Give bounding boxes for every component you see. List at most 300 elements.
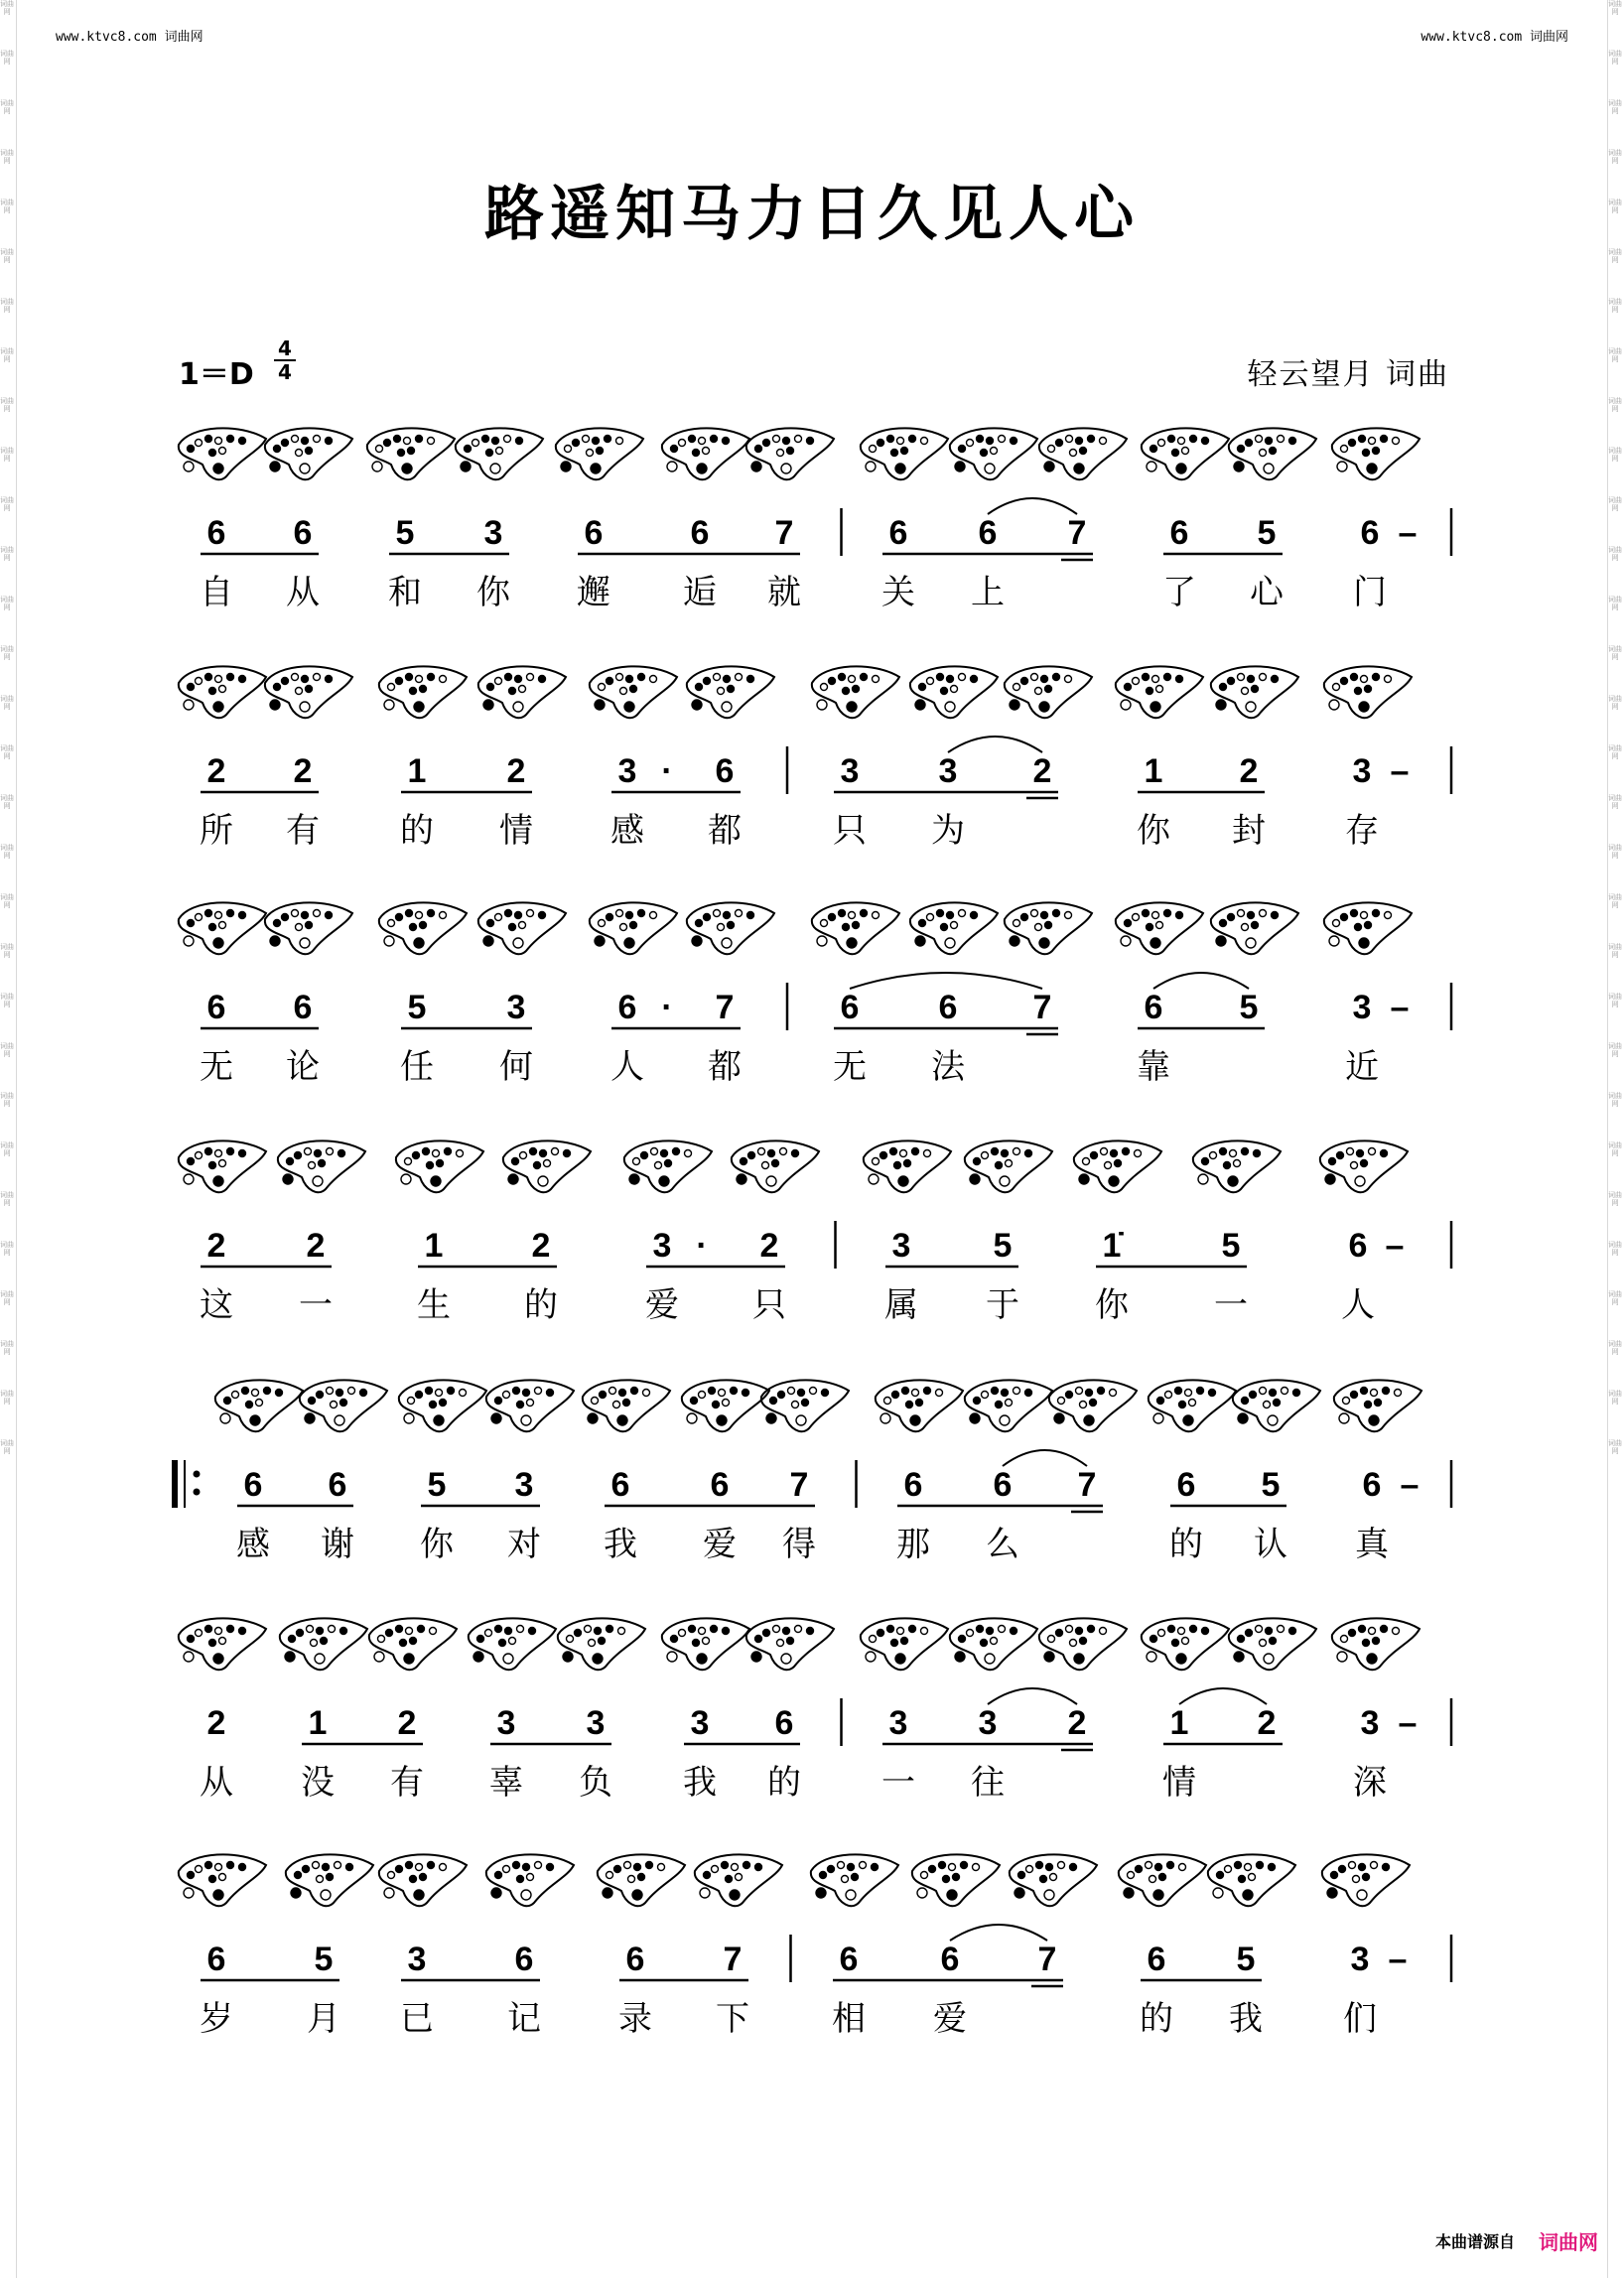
ocarina-hole [396, 914, 403, 921]
ocarina-hole [483, 936, 493, 946]
ocarina-hole [751, 1652, 761, 1662]
ocarina-hole [744, 1862, 750, 1869]
ocarina-hole [292, 436, 299, 443]
ocarina-hole [1270, 1638, 1277, 1645]
ocarina-hole [974, 1398, 981, 1405]
ocarina-hole [1150, 938, 1160, 948]
ocarina-hole [487, 684, 494, 691]
ocarina-hole [599, 684, 606, 691]
ocarina-hole [416, 436, 423, 443]
ocarina-hole [376, 446, 383, 453]
ocarina-hole [609, 1388, 616, 1395]
ocarina-hole [215, 676, 222, 683]
repeat-dot [194, 1471, 201, 1478]
side-watermark-text: 词曲网 [1608, 397, 1622, 413]
ocarina-hole [1036, 1862, 1043, 1869]
note-number: 5 [1257, 514, 1277, 552]
ocarina-hole [1246, 1630, 1253, 1637]
ocarina-hole [1351, 1392, 1358, 1399]
ocarina-hole [781, 1654, 791, 1664]
note-number: 6 [206, 514, 226, 552]
lyric-char: 上 [971, 573, 1005, 612]
ocarina-hole [709, 1388, 716, 1395]
ocarina-hole [629, 1174, 639, 1184]
side-watermark-text: 词曲网 [0, 744, 14, 760]
ocarina-hole [650, 676, 657, 683]
ocarina-hole [440, 676, 447, 683]
lyric-char: 逅 [683, 573, 717, 612]
side-watermark-text: 词曲网 [1608, 744, 1622, 760]
ocarina-hole [619, 1390, 626, 1397]
ocarina-hole [921, 1872, 928, 1879]
ocarina-hole [521, 1890, 531, 1900]
ocarina-hole [906, 1402, 913, 1408]
ocarina-hole [440, 1864, 447, 1871]
ocarina-hole [474, 1652, 483, 1662]
ocarina-hole [1289, 438, 1296, 445]
ocarina-hole [985, 1654, 995, 1664]
ocarina-hole [927, 678, 934, 685]
lyric-char: 有 [286, 811, 320, 851]
note-number: 6 [903, 1466, 923, 1504]
ocarina-hole [766, 1413, 776, 1423]
lyric-char: 录 [618, 1999, 652, 2039]
ocarina-hole [646, 1862, 653, 1869]
lyric-char: 的 [767, 1763, 801, 1803]
ocarina-hole [900, 1150, 907, 1157]
dot-mark: · [696, 1227, 708, 1265]
ocarina-hole [1080, 1638, 1087, 1645]
ocarina-hole [1225, 1866, 1232, 1873]
ocarina-hole [1367, 1654, 1377, 1664]
ocarina-hole [205, 1626, 212, 1633]
ocarina-hole [1242, 924, 1249, 931]
ocarina-hole [227, 1862, 234, 1869]
ocarina-hole [1252, 686, 1259, 693]
ocarina-hole [1076, 1388, 1083, 1395]
note-number: 2 [506, 752, 526, 790]
ocarina-hole [416, 1392, 423, 1399]
lyric-char: 论 [286, 1047, 320, 1087]
ocarina-hole [264, 1388, 271, 1395]
ocarina-hole [1176, 1654, 1186, 1664]
side-watermark-text: 词曲网 [0, 794, 14, 810]
ocarina-hole [317, 1392, 324, 1399]
ocarina-hole [595, 1628, 602, 1635]
lyric-char: 的 [1169, 1525, 1203, 1564]
ocarina-hole [1249, 1874, 1256, 1881]
ocarina-hole [711, 1626, 718, 1633]
ocarina-hole [1355, 688, 1362, 695]
ocarina-hole [418, 1626, 425, 1633]
ocarina-hole [591, 464, 601, 473]
ocarina-hole [768, 1150, 775, 1157]
ocarina-hole [909, 1626, 916, 1633]
ocarina-hole [340, 1628, 347, 1635]
slur-tie [948, 737, 1042, 752]
lyric-char: 爱 [933, 1999, 967, 2039]
ocarina-hole [887, 1626, 894, 1633]
lyric-char: 月 [307, 1999, 340, 2039]
note-number: 5 [1261, 1466, 1281, 1504]
note-number: 6 [617, 989, 637, 1026]
side-watermark-text: 词曲网 [0, 99, 14, 115]
ocarina-hole [433, 1150, 440, 1157]
ocarina-hole [1381, 436, 1388, 443]
score-line [179, 428, 1451, 612]
ocarina-hole [1156, 922, 1163, 929]
ocarina-hole [388, 684, 395, 691]
ocarina-hole [1260, 1388, 1267, 1395]
ocarina-hole [880, 1413, 890, 1423]
ocarina-hole [213, 1654, 223, 1664]
ocarina-hole [762, 1162, 769, 1169]
ocarina-hole [1011, 438, 1017, 445]
ocarina-hole [213, 938, 223, 948]
ocarina-hole [828, 1866, 835, 1873]
ocarina-hole [1359, 1864, 1366, 1871]
lyric-char: 么 [986, 1525, 1019, 1564]
note-number: 7 [1032, 989, 1052, 1026]
ocarina-hole [1381, 1626, 1388, 1633]
note-number: 1 [1169, 1704, 1189, 1742]
ocarina-hole [726, 1876, 733, 1883]
note-number: 6 [1147, 1941, 1166, 1978]
ocarina-hole [904, 1160, 911, 1167]
ocarina-hole [414, 702, 424, 712]
ocarina-hole [1331, 1872, 1338, 1879]
slur-tie [988, 498, 1077, 514]
ocarina-hole [1002, 1390, 1009, 1397]
ocarina-hole [321, 1638, 328, 1645]
note-number: 5 [1236, 1941, 1256, 1978]
lyric-char: 都 [708, 811, 742, 851]
ocarina-hole [1359, 436, 1366, 443]
score-line [179, 1854, 1451, 2039]
ocarina-hole [1209, 1390, 1216, 1397]
note-number: 6 [328, 1466, 347, 1504]
ocarina-hole [1272, 912, 1279, 919]
ocarina-hole [898, 1176, 908, 1186]
ocarina-hole [1369, 1148, 1376, 1155]
note-number: 2 [293, 752, 313, 790]
ocarina-hole [1050, 1874, 1057, 1881]
ocarina-hole [585, 1626, 592, 1633]
ocarina-hole [880, 1152, 887, 1159]
note-number: 3 [514, 1466, 534, 1504]
ocarina-hole [296, 450, 303, 457]
ocarina-hole [1182, 1638, 1189, 1645]
note-number: 7 [789, 1466, 809, 1504]
ocarina-hole [329, 1626, 336, 1633]
ocarina-hole [679, 440, 686, 447]
ocarina-hole [592, 1398, 599, 1405]
side-watermark-text: 词曲网 [1608, 50, 1622, 66]
ocarina-hole [315, 1654, 325, 1664]
ocarina-hole [496, 448, 503, 455]
ocarina-hole [1015, 1888, 1024, 1898]
ocarina-hole [1359, 1626, 1366, 1633]
ocarina-hole [1143, 910, 1150, 917]
ocarina-hole [1025, 1390, 1032, 1397]
side-watermark-text: 词曲网 [1608, 695, 1622, 711]
ocarina-hole [519, 922, 526, 929]
ocarina-hole [1383, 1388, 1390, 1395]
ocarina-hole [1164, 674, 1171, 681]
slur-tie [988, 1688, 1077, 1704]
ocarina-hole [295, 1152, 302, 1159]
ocarina-hole [817, 700, 827, 710]
side-watermark-text: 词曲网 [0, 248, 14, 264]
ocarina-hole [665, 1160, 672, 1167]
ocarina-hole [1234, 1652, 1244, 1662]
ocarina-hole [565, 446, 572, 453]
ocarina-hole [1248, 912, 1255, 919]
ocarina-hole [410, 1876, 417, 1883]
ocarina-hole [1150, 702, 1160, 712]
ocarina-hole [564, 1150, 571, 1157]
ocarina-hole [291, 1888, 301, 1898]
ocarina-hole [1147, 1652, 1156, 1662]
ocarina-hole [274, 920, 281, 927]
ocarina-hole [1242, 1398, 1249, 1405]
ocarina-hole [1238, 674, 1245, 681]
ocarina-hole [605, 436, 611, 443]
ocarina-hole [866, 1652, 876, 1662]
ocarina-hole [1048, 446, 1055, 453]
ocarina-hole [603, 1888, 612, 1898]
ocarina-hole [1349, 1862, 1356, 1869]
ocarina-hole [196, 1866, 203, 1873]
side-watermark-text: 词曲网 [0, 1141, 14, 1157]
side-watermark-text: 词曲网 [1608, 1290, 1622, 1306]
ocarina-hole [1074, 1654, 1084, 1664]
ocarina-hole [384, 1888, 394, 1898]
ocarina-hole [795, 436, 802, 443]
ocarina-hole [1172, 1640, 1179, 1647]
ocarina-hole [687, 1413, 697, 1423]
ocarina-hole [873, 1158, 880, 1165]
ocarina-hole [1115, 1160, 1122, 1167]
ocarina-hole [1373, 1638, 1380, 1645]
ocarina-hole [205, 674, 212, 681]
ocarina-hole [658, 1864, 665, 1871]
ocarina-hole [404, 1413, 414, 1423]
ocarina-hole [699, 1628, 706, 1635]
ocarina-hole [1268, 1415, 1278, 1425]
ocarina-hole [792, 1150, 799, 1157]
ocarina-hole [593, 1654, 603, 1664]
ocarina-hole [773, 1626, 780, 1633]
side-watermark-text: 词曲网 [0, 397, 14, 413]
ocarina-hole [1269, 1864, 1276, 1871]
note-number: 3 [1350, 1941, 1370, 1978]
ocarina-hole [1189, 1400, 1196, 1407]
ocarina-hole [1260, 1640, 1267, 1647]
ocarina-hole [305, 1148, 312, 1155]
dot-mark: · [661, 752, 673, 790]
ocarina-hole [667, 1652, 677, 1662]
ocarina-hole [915, 936, 925, 946]
ocarina-hole [843, 924, 850, 931]
ocarina-hole [807, 438, 814, 445]
note-number: 7 [1077, 1466, 1097, 1504]
ocarina-hole [839, 674, 846, 681]
ocarina-hole [616, 910, 623, 917]
ocarina-hole [616, 674, 623, 681]
ocarina-hole [517, 1626, 524, 1633]
ocarina-hole [1045, 686, 1052, 693]
side-watermark-text: 词曲网 [0, 596, 14, 611]
lyric-char: 情 [1162, 1763, 1196, 1803]
ocarina-hole [1339, 1413, 1349, 1423]
ocarina-hole [1369, 1628, 1376, 1635]
ocarina-hole [388, 1872, 395, 1879]
ocarina-hole [1238, 1636, 1245, 1643]
ocarina-hole [951, 686, 958, 693]
lyric-char: 和 [388, 573, 422, 612]
ocarina-hole [209, 1640, 216, 1647]
ocarina-hole [1239, 1876, 1246, 1883]
ocarina-hole [406, 674, 413, 681]
ocarina-hole [829, 914, 836, 921]
ocarina-hole [723, 1400, 730, 1407]
side-watermark-text: 词曲网 [1608, 1141, 1622, 1157]
side-watermark-text: 词曲网 [1608, 1092, 1622, 1108]
ocarina-hole [394, 436, 401, 443]
ocarina-hole [607, 678, 613, 685]
ocarina-hole [523, 1390, 530, 1397]
ocarina-hole [953, 1874, 960, 1881]
ocarina-hole [778, 1392, 785, 1399]
ocarina-hole [1260, 674, 1267, 681]
ocarina-hole [1021, 678, 1028, 685]
ocarina-hole [977, 1626, 984, 1633]
ocarina-hole [1136, 1866, 1143, 1873]
ocarina-hole [924, 1388, 931, 1395]
ocarina-hole [539, 676, 546, 683]
ocarina-hole [838, 1862, 845, 1869]
ocarina-hole [795, 1626, 802, 1633]
ocarina-hole [1076, 1628, 1083, 1635]
ocarina-hole [1066, 1626, 1073, 1633]
ocarina-hole [887, 436, 894, 443]
ocarina-hole [810, 1388, 817, 1395]
score-line [179, 1140, 1451, 1325]
lyric-char: 一 [881, 1763, 915, 1803]
ocarina-hole [1079, 1174, 1089, 1184]
ocarina-hole [1213, 1888, 1223, 1898]
note-number: 2 [531, 1227, 551, 1265]
ocarina-hole [878, 440, 884, 447]
ocarina-hole [296, 924, 303, 931]
lyric-char: 无 [200, 1047, 233, 1087]
ocarina-hole [1341, 678, 1348, 685]
ocarina-hole [402, 464, 412, 473]
ocarina-hole [970, 1174, 980, 1184]
ocarina-hole [597, 448, 604, 455]
sustain-dash: – [1385, 1227, 1405, 1265]
ocarina-hole [1351, 1162, 1358, 1169]
ocarina-hole [213, 702, 223, 712]
ocarina-hole [1165, 1392, 1172, 1399]
ocarina-hole [632, 1890, 642, 1900]
time-signature-denominator: 4 [278, 360, 292, 384]
ocarina-hole [691, 1398, 698, 1405]
ocarina-hole [242, 1388, 249, 1395]
ocarina-hole [1054, 1413, 1064, 1423]
ocarina-hole [614, 1866, 621, 1873]
slur-tie [1003, 1450, 1087, 1466]
note-number: 2 [306, 1227, 326, 1265]
ocarina-hole [780, 1148, 787, 1155]
ocarina-hole [947, 912, 954, 919]
ocarina-hole [722, 702, 732, 712]
lyric-char: 爱 [645, 1285, 679, 1325]
ocarina-hole [1172, 450, 1179, 457]
ocarina-hole [1361, 912, 1368, 919]
ocarina-hole [256, 1400, 263, 1407]
ocarina-hole [1228, 1176, 1238, 1186]
ocarina-hole [999, 1626, 1006, 1633]
ocarina-hole [829, 678, 836, 685]
note-number: 6 [710, 1466, 730, 1504]
ocarina-hole [919, 920, 926, 927]
note-number: 6 [938, 989, 958, 1026]
ocarina-hole [890, 1148, 897, 1155]
ocarina-hole [1002, 1150, 1009, 1157]
ocarina-hole [1238, 910, 1245, 917]
ocarina-hole [897, 438, 904, 445]
ocarina-hole [1076, 438, 1083, 445]
ocarina-hole [891, 1640, 898, 1647]
ocarina-hole [326, 912, 333, 919]
side-watermark-text: 词曲网 [1608, 1439, 1622, 1455]
ocarina-hole [1220, 684, 1227, 691]
note-number: 6 [293, 514, 313, 552]
ocarina-hole [941, 688, 948, 695]
sustain-dash: – [1398, 514, 1418, 552]
lyric-char: 得 [782, 1525, 816, 1564]
ocarina-hole [996, 1162, 1003, 1169]
ocarina-hole [396, 1626, 403, 1633]
ocarina-hole [999, 436, 1006, 443]
ocarina-hole [239, 1864, 246, 1871]
note-number: 3 [1352, 752, 1372, 790]
ocarina-hole [1155, 1864, 1162, 1871]
ocarina-hole [1289, 1628, 1296, 1635]
note-number: 5 [1239, 989, 1259, 1026]
ocarina-hole [1371, 1862, 1378, 1869]
ocarina-hole [215, 912, 222, 919]
side-watermark-text: 词曲网 [1608, 248, 1622, 264]
lyric-char: 都 [708, 1047, 742, 1087]
ocarina-hole [1070, 450, 1077, 457]
ocarina-hole [1220, 920, 1227, 927]
ocarina-hole [747, 676, 754, 683]
ocarina-hole [1357, 1890, 1367, 1900]
ocarina-hole [414, 938, 424, 948]
ocarina-hole [430, 1628, 437, 1635]
ocarina-hole [239, 912, 246, 919]
ocarina-hole [491, 1888, 501, 1898]
ocarina-hole [947, 676, 954, 683]
lyric-char: 无 [833, 1047, 867, 1087]
ocarina-hole [783, 438, 790, 445]
ocarina-hole [1228, 678, 1235, 685]
note-number: 3 [483, 514, 503, 552]
ocarina-hole [941, 924, 948, 931]
